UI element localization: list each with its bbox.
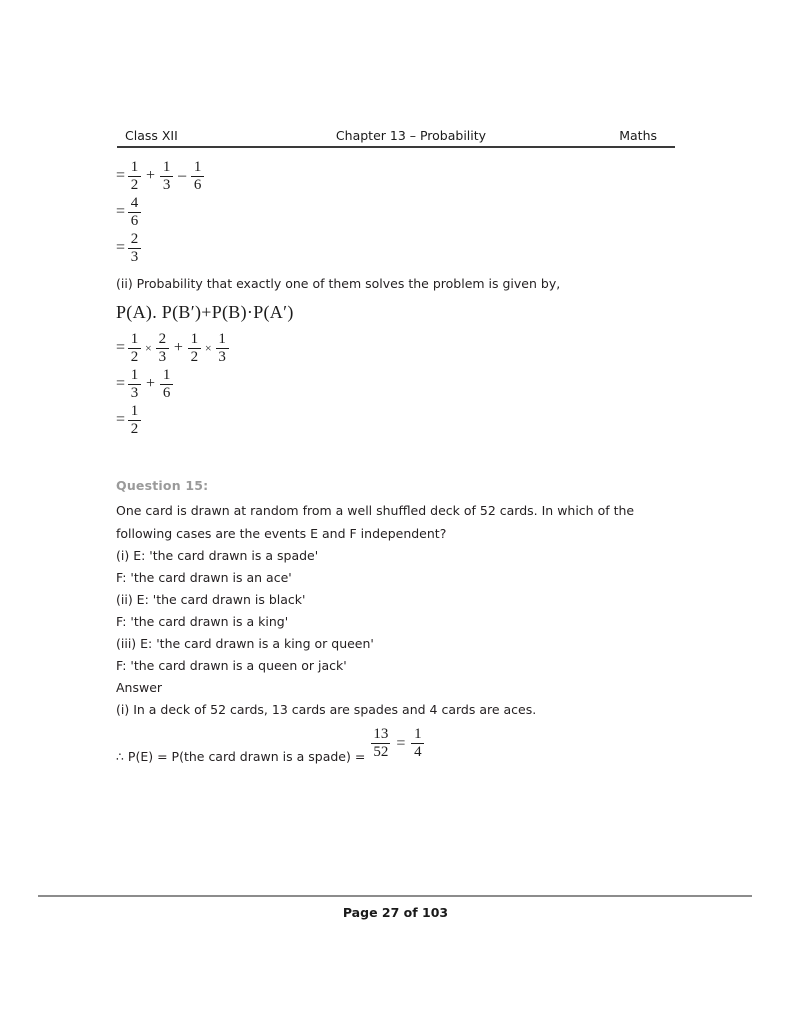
math-line-products	[116, 330, 696, 366]
math-line-sum-thirds-sixths	[116, 366, 696, 402]
answer-probability-line	[116, 726, 696, 768]
spacer	[116, 266, 696, 273]
fraction-numerator: 1	[190, 330, 199, 347]
fraction-numerator: 1	[218, 330, 226, 347]
fraction-denominator: 2	[130, 420, 139, 437]
fraction-denominator: 3	[218, 348, 226, 365]
fraction-denominator: 3	[130, 384, 139, 401]
fraction-numerator: 1	[130, 366, 139, 383]
fraction-denominator: 6	[130, 212, 139, 229]
probability-formula: P(A). P(B′)+P(B)·P(A′)	[116, 302, 294, 322]
equals-sign: =	[116, 239, 126, 256]
fraction-denominator: 52	[373, 744, 389, 760]
fraction-numerator: 1	[130, 402, 139, 419]
fraction-denominator: 3	[130, 248, 139, 265]
header-chapter-title: Chapter 13 – Probability	[335, 128, 487, 143]
fraction-one-half	[126, 404, 143, 437]
equals-sign: =	[116, 339, 126, 356]
fraction-one-third	[214, 332, 231, 365]
footer-divider	[38, 895, 752, 897]
statement-part-ii: (ii) Probability that exactly one of them solves the problem is given by,	[116, 276, 561, 291]
fraction-denominator: 2	[190, 348, 199, 365]
answer-label: Answer	[116, 680, 163, 695]
plus-operator: +	[146, 375, 156, 392]
question-option-iii-f: F: 'the card drawn is a queen or jack'	[116, 658, 347, 673]
math-line-two-thirds	[116, 230, 696, 266]
footer-page-number: Page 27 of 103	[342, 905, 449, 920]
plus-operator: +	[146, 167, 156, 184]
fraction-denominator: 3	[162, 176, 171, 193]
question-option-ii-f: F: 'the card drawn is a king'	[116, 614, 289, 629]
equals-sign: =	[116, 167, 126, 184]
question-option-i-f: F: 'the card drawn is an ace'	[116, 570, 292, 585]
fraction-numerator: 4	[130, 194, 139, 211]
fraction-one-sixth	[158, 368, 175, 401]
answer-pe-text: ∴ P(E) = P(the card drawn is a spade) =	[116, 749, 366, 764]
spacer	[116, 438, 696, 478]
math-line-four-sixths	[116, 194, 696, 230]
fraction-numerator: 1	[130, 158, 139, 175]
fraction-denominator: 2	[130, 176, 139, 193]
page-header	[117, 128, 675, 143]
fraction-numerator: 1	[193, 158, 202, 175]
multiply-operator: ×	[204, 340, 212, 355]
fraction-one-half-b	[186, 332, 203, 365]
fraction-numerator: 2	[130, 230, 139, 247]
spacer	[116, 323, 696, 330]
math-line-result-one-half	[116, 402, 696, 438]
fraction-denominator: 6	[162, 384, 171, 401]
question-option-ii-e: (ii) E: 'the card drawn is black'	[116, 592, 306, 607]
header-class-label: Class XII	[125, 128, 178, 143]
math-block-1	[116, 158, 696, 266]
equals-sign: =	[116, 411, 126, 428]
multiply-operator: ×	[145, 340, 152, 355]
equals-sign: =	[116, 375, 126, 392]
spacer	[116, 493, 696, 500]
fraction-one-fourth	[409, 727, 426, 760]
fraction-numerator: 2	[158, 330, 167, 347]
fraction-numerator: 1	[162, 366, 171, 383]
header-divider	[117, 146, 675, 148]
fraction-thirteen-fiftytwo	[369, 727, 392, 760]
fraction-two-thirds	[126, 232, 143, 265]
fraction-two-thirds	[154, 332, 171, 365]
fraction-one-third	[126, 368, 143, 401]
fraction-numerator: 1	[130, 330, 139, 347]
fraction-denominator: 3	[158, 348, 167, 365]
fraction-one-half-a	[126, 332, 143, 365]
fraction-four-sixths	[126, 196, 143, 229]
equals-sign: =	[116, 203, 126, 220]
spacer	[116, 295, 696, 302]
answer-inline-fractions	[369, 727, 426, 760]
page-content	[116, 158, 696, 768]
math-block-2	[116, 330, 696, 438]
fraction-one-third	[158, 160, 175, 193]
minus-operator: –	[178, 167, 187, 184]
question-option-i-e: (i) E: 'the card drawn is a spade'	[116, 548, 319, 563]
fraction-denominator: 2	[130, 348, 139, 365]
question-label: Question 15:	[116, 478, 209, 493]
equals-sign: =	[396, 734, 406, 752]
fraction-one-sixth	[189, 160, 206, 193]
answer-line-1: (i) In a deck of 52 cards, 13 cards are spades and 4 cards are aces.	[116, 702, 537, 717]
fraction-denominator: 6	[193, 176, 202, 193]
question-text-line-1: One card is drawn at random from a well shuffled deck of 52 cards. In which of the	[116, 503, 635, 518]
math-line-sum	[116, 158, 696, 194]
question-text-line-2: following cases are the events E and F independent?	[116, 525, 447, 541]
fraction-numerator: 1	[414, 726, 422, 742]
fraction-one-half	[126, 160, 143, 193]
fraction-numerator: 1	[162, 158, 171, 175]
plus-operator: +	[173, 339, 183, 356]
fraction-denominator: 4	[414, 744, 422, 760]
question-option-iii-e: (iii) E: 'the card drawn is a king or queen'	[116, 636, 374, 651]
header-subject-label: Maths	[619, 128, 657, 143]
fraction-numerator: 13	[373, 726, 389, 742]
